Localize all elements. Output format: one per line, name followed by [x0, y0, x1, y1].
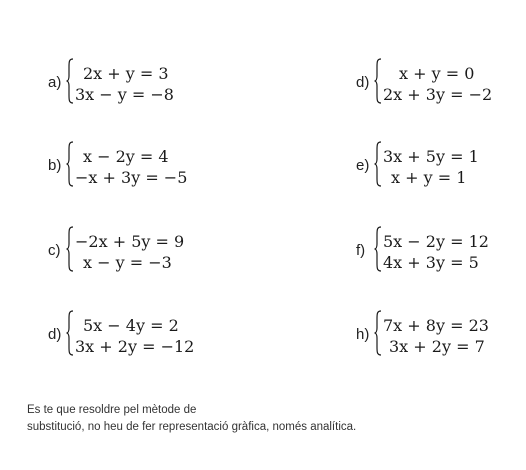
left-brace-icon — [374, 58, 382, 104]
equation-1: 3x + 5y = 1 — [383, 147, 479, 166]
equations — [75, 146, 187, 188]
equation-2: 2x + 3y = −2 — [383, 85, 493, 104]
equation-1: 2x + y = 3 — [83, 64, 169, 83]
equation-1: x − 2y = 4 — [83, 147, 169, 166]
equation-1: 7x + 8y = 23 — [383, 316, 489, 335]
equation-2: −x + 3y = −5 — [75, 168, 188, 187]
system-label: e) — [356, 157, 370, 174]
equation-1: −2x + 5y = 9 — [75, 232, 185, 251]
system-label: h) — [356, 326, 370, 343]
equation-2: x − y = −3 — [83, 253, 172, 272]
equations — [75, 315, 194, 357]
equation-1: 5x − 4y = 2 — [83, 316, 179, 335]
equation-2: 3x − y = −8 — [75, 85, 174, 104]
equations — [75, 63, 174, 105]
equations — [383, 231, 489, 273]
system-label: f) — [356, 242, 366, 259]
system-label: b) — [48, 157, 62, 174]
system-label: d) — [48, 326, 62, 343]
equations — [383, 315, 489, 357]
equations — [383, 146, 479, 188]
system-label: d) — [356, 74, 370, 91]
equation-1: 5x − 2y = 12 — [383, 232, 489, 251]
left-brace-icon — [66, 141, 74, 187]
equation-2: 4x + 3y = 5 — [383, 253, 479, 272]
equation-1: x + y = 0 — [399, 64, 475, 83]
equation-2: 3x + 2y = 7 — [389, 337, 485, 356]
equations — [383, 63, 492, 105]
left-brace-icon — [374, 226, 382, 272]
instructions-note — [27, 402, 356, 436]
left-brace-icon — [66, 310, 74, 356]
left-brace-icon — [66, 58, 74, 104]
note-line-2: substitució, no heu de fer representació gràfica, només analítica. — [27, 421, 357, 433]
equation-2: 3x + 2y = −12 — [75, 337, 195, 356]
system-label: a) — [48, 74, 62, 91]
equations — [75, 231, 184, 273]
system-label: c) — [48, 242, 61, 259]
left-brace-icon — [66, 226, 74, 272]
equation-2: x + y = 1 — [391, 168, 467, 187]
left-brace-icon — [374, 141, 382, 187]
left-brace-icon — [374, 310, 382, 356]
note-line-1: Es te que resoldre pel mètode de — [27, 404, 197, 416]
